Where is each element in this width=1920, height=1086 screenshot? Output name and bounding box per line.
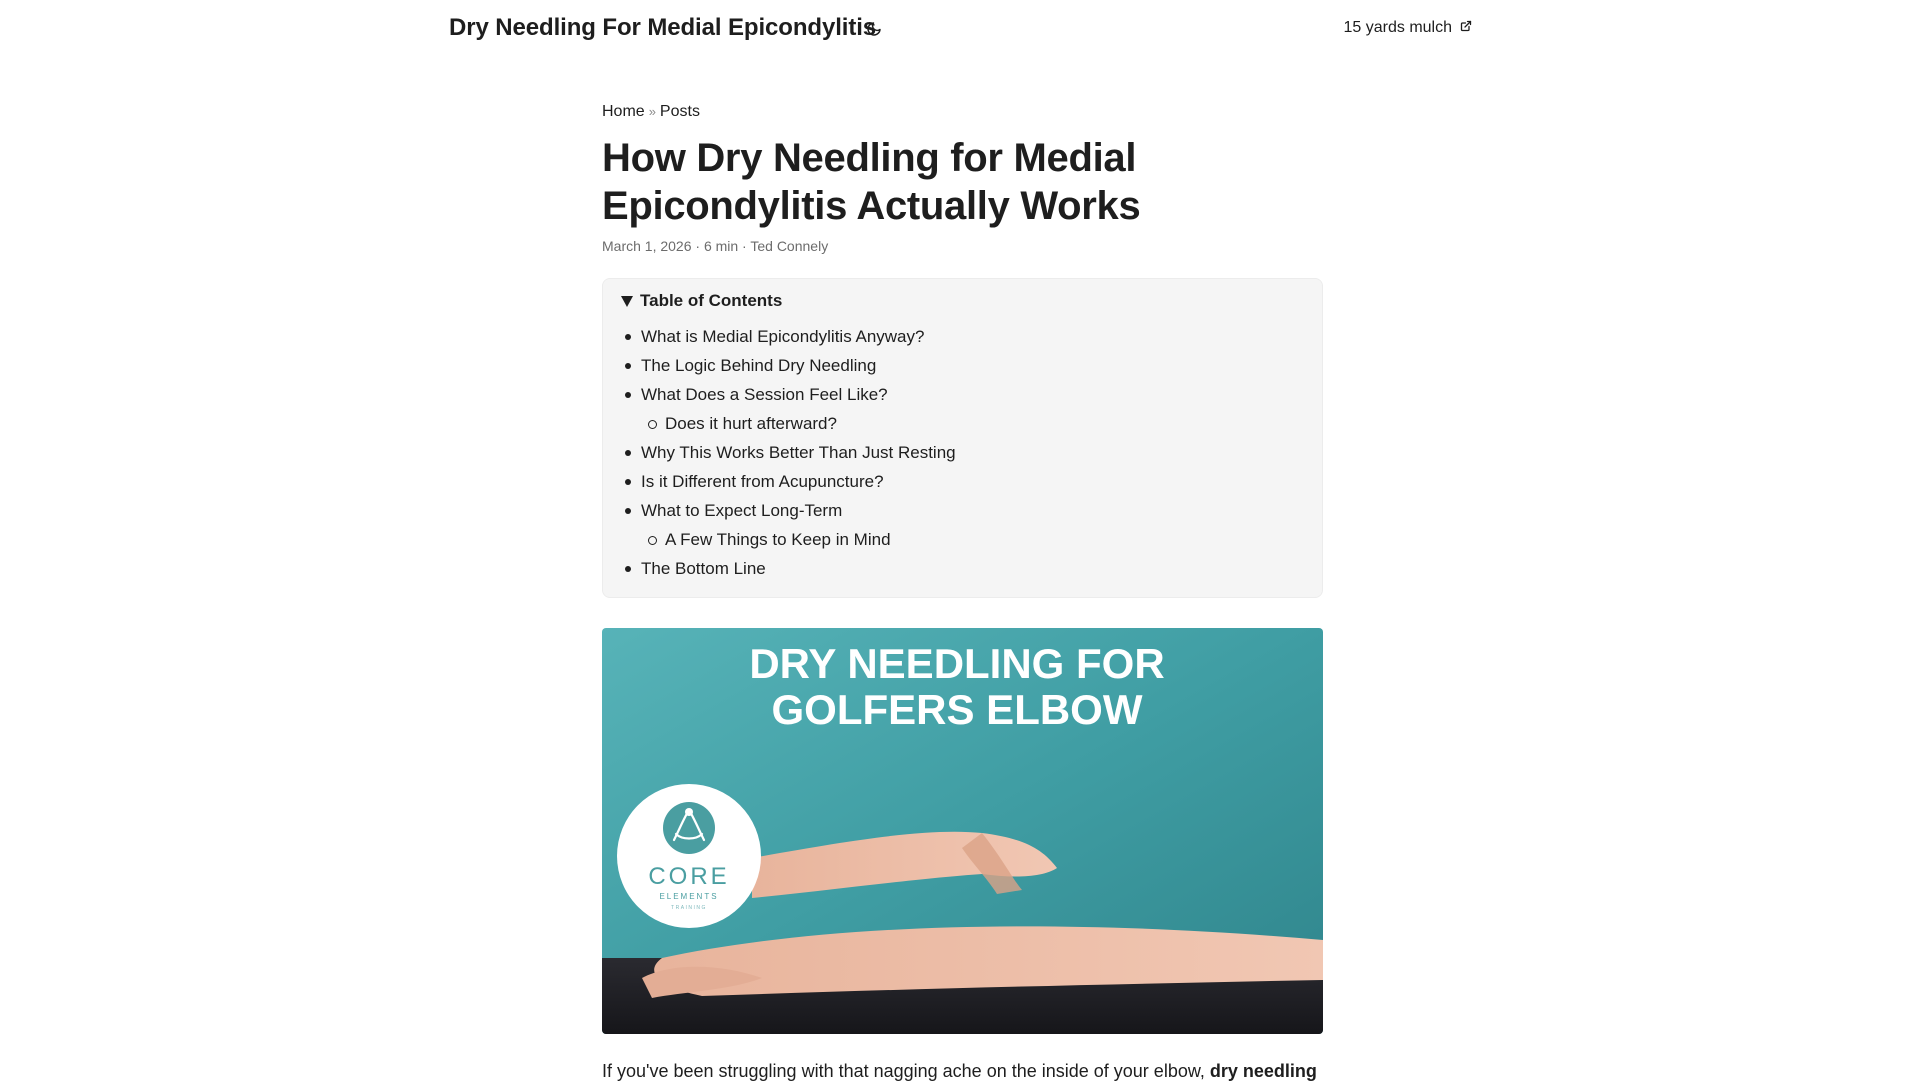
moon-icon[interactable] <box>864 19 884 39</box>
toc-item <box>641 496 1304 554</box>
menu-link-external[interactable] <box>1344 19 1473 37</box>
table-of-contents <box>602 278 1323 598</box>
toc-item <box>641 351 1304 380</box>
intro-bold: dry needling <box>1209 1061 1317 1081</box>
cover-headline-line1: DRY NEEDLING FOR <box>749 640 1165 687</box>
toc-link[interactable]: What to Expect Long-Term <box>641 501 843 520</box>
intro-text: If you've been struggling with that nagging ache on the inside of your elbow, <box>602 1061 1210 1081</box>
toc-link[interactable]: Why This Works Better Than Just Resting <box>641 443 956 462</box>
svg-text:ELEMENTS: ELEMENTS <box>659 892 719 901</box>
breadcrumb-home[interactable]: Home <box>602 103 645 120</box>
toc-link[interactable]: Does it hurt afterward? <box>665 414 837 433</box>
toc-item <box>641 438 1304 467</box>
toc-summary-label: Table of Contents <box>640 291 783 310</box>
page-title: How Dry Needling for Medial Epicondylitis Actually Works <box>602 136 1141 228</box>
toc-sublist <box>641 525 1304 554</box>
toc-subitem <box>665 525 1304 554</box>
cover-headline-line2: GOLFERS ELBOW <box>771 686 1143 733</box>
toc-item <box>641 380 1304 438</box>
toc-item <box>641 467 1304 496</box>
triangle-down-icon <box>621 296 633 307</box>
post-main <box>602 100 1323 1086</box>
toc-list <box>621 322 1304 583</box>
post-meta: March 1, 2026 · 6 min · Ted Connely <box>602 238 829 254</box>
intro-paragraph <box>602 1056 1323 1086</box>
core-elements-logo <box>617 784 761 928</box>
toc-link[interactable]: What Does a Session Feel Like? <box>641 385 888 404</box>
toc-link[interactable]: A Few Things to Keep in Mind <box>665 530 891 549</box>
menu-link-label: 15 yards mulch <box>1343 19 1452 36</box>
svg-text:CORE: CORE <box>648 863 730 890</box>
breadcrumb-posts[interactable]: Posts <box>659 103 700 120</box>
toc-link[interactable]: The Logic Behind Dry Needling <box>641 356 877 375</box>
toc-item <box>641 554 1304 583</box>
toc-link[interactable]: What is Medial Epicondylitis Anyway? <box>641 327 925 346</box>
breadcrumb-separator: » <box>648 104 656 119</box>
breadcrumb <box>602 100 1323 124</box>
toc-subitem <box>665 409 1304 438</box>
site-title-link[interactable]: Dry Needling For Medial Epicondylitis <box>449 14 877 41</box>
toc-link[interactable]: Is it Different from Acupuncture? <box>641 472 884 491</box>
svg-text:TRAINING: TRAINING <box>671 905 707 911</box>
toc-sublist <box>641 409 1304 438</box>
external-link-icon <box>1460 19 1472 37</box>
toc-link[interactable]: The Bottom Line <box>641 559 766 578</box>
site-header <box>0 0 1920 60</box>
toc-item <box>641 322 1304 351</box>
toc-toggle[interactable] <box>621 289 1304 313</box>
cover-image <box>602 628 1323 1034</box>
